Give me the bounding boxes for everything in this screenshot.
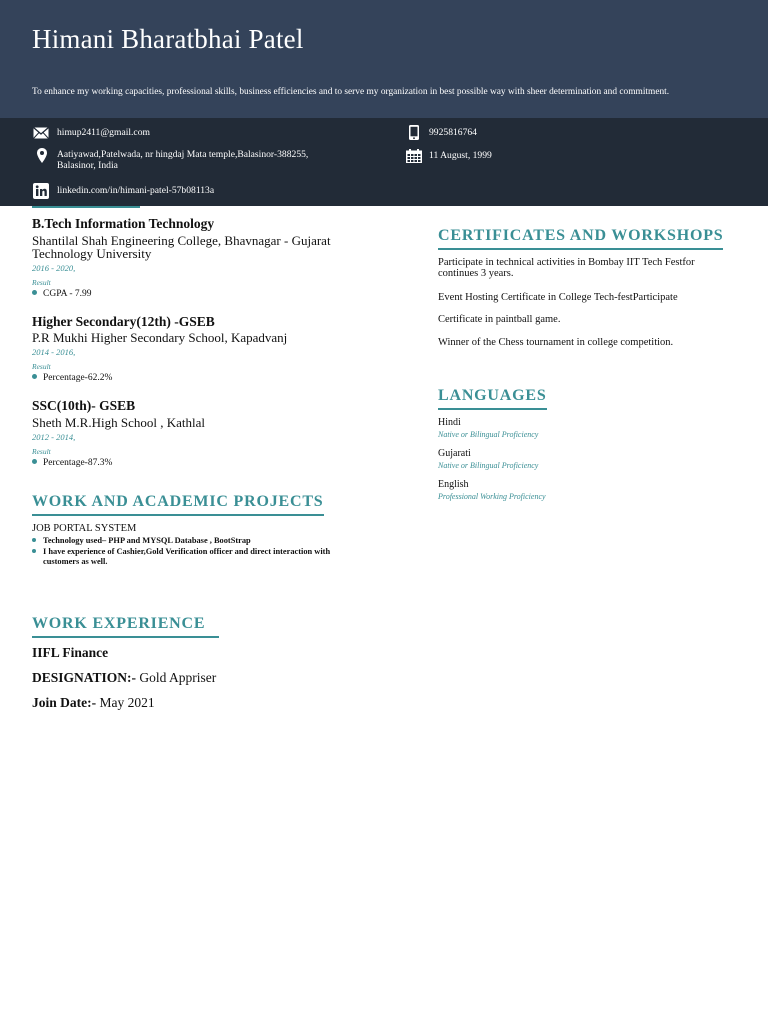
work-designation [32, 670, 216, 686]
education-result-label: Result [32, 278, 51, 287]
education-title-underline [32, 206, 140, 208]
language-level: Professional Working Proficiency [438, 492, 546, 501]
bullet-dot [32, 538, 36, 542]
education-years: 2016 - 2020, [32, 263, 76, 273]
work-section-title: WORK EXPERIENCE [32, 615, 219, 638]
education-result-text: Percentage-62.2% [43, 373, 113, 383]
language-name: Gujarati [438, 448, 471, 459]
education-institute: Technology University [32, 246, 152, 261]
education-result [32, 458, 112, 468]
education-result [32, 373, 112, 383]
bullet-dot [32, 374, 37, 379]
education-years: 2012 - 2014, [32, 432, 76, 442]
education-result-text: CGPA - 7.99 [43, 289, 92, 299]
project-bullet [32, 536, 251, 546]
calendar-icon [406, 149, 422, 163]
education-result-text: Percentage-87.3% [43, 458, 113, 468]
mobile-phone-icon [409, 125, 419, 140]
project-bullet-text: I have experience of Cashier,Gold Verification officer and direct interaction with [43, 547, 331, 556]
location-pin-icon [37, 148, 47, 163]
contact-bar [0, 118, 768, 206]
education-result-label: Result [32, 447, 51, 456]
company-name: IIFL Finance [32, 645, 109, 660]
certificate-item: Winner of the Chess tournament in college competition. [438, 337, 674, 348]
education-years: 2014 - 2016, [32, 347, 76, 357]
designation-label: DESIGNATION:- [32, 670, 137, 685]
projects-section-title: WORK AND ACADEMIC PROJECTS [32, 493, 324, 516]
designation-value: Gold Appriser [139, 670, 217, 685]
certificate-item: continues 3 years. [438, 268, 514, 279]
address-line-1: Aatiyawad,Patelwada, nr hingdaj Mata temple,Balasinor-388255, [57, 149, 309, 160]
phone-number[interactable]: 9925816764 [429, 127, 477, 138]
work-company [32, 645, 108, 661]
certificate-item: Certificate in paintball game. [438, 314, 561, 325]
language-level: Native or Bilingual Proficiency [438, 461, 539, 470]
project-bullet-text: Technology used– PHP and MYSQL Database , BootStrap [43, 536, 251, 545]
objective-statement: To enhance my working capacities, professional skills, business efficiencies and to serve my organization in best possible way with sheer determination and commitment. [32, 87, 670, 97]
address-line-2: Balasinor, India [57, 160, 118, 171]
education-degree: Higher Secondary(12th) -GSEB [32, 314, 215, 329]
education-degree: B.Tech Information Technology [32, 216, 215, 231]
join-date-label: Join Date:- [32, 695, 97, 710]
bullet-dot [32, 290, 37, 295]
language-name: Hindi [438, 417, 461, 428]
email-link[interactable]: himup2411@gmail.com [57, 127, 150, 138]
header-banner [0, 0, 768, 118]
bullet-dot [32, 459, 37, 464]
languages-section-title: LANGUAGES [438, 387, 547, 410]
date-of-birth: 11 August, 1999 [429, 150, 492, 161]
join-date-value: May 2021 [99, 695, 155, 710]
language-level: Native or Bilingual Proficiency [438, 430, 539, 439]
education-degree: SSC(10th)- GSEB [32, 398, 136, 413]
certificate-item: Event Hosting Certificate in College Tech-festParticipate [438, 292, 678, 303]
linkedin-link[interactable]: linkedin.com/in/himani-patel-57b08113a [57, 185, 215, 196]
education-result-label: Result [32, 362, 51, 371]
project-bullet [32, 547, 330, 557]
envelope-icon [33, 127, 49, 139]
language-name: English [438, 479, 469, 490]
linkedin-icon [33, 183, 49, 199]
certificate-item: Participate in technical activities in Bombay IIT Tech Festfor [438, 257, 695, 268]
project-bullet-continuation: customers as well. [43, 557, 108, 566]
bullet-dot [32, 549, 36, 553]
education-result [32, 289, 91, 299]
project-name: JOB PORTAL SYSTEM [32, 523, 137, 534]
certificates-section-title: CERTIFICATES AND WORKSHOPS [438, 227, 723, 250]
education-institute: P.R Mukhi Higher Secondary School, Kapadvanj [32, 330, 288, 345]
work-join-date [32, 695, 155, 711]
education-institute: Shantilal Shah Engineering College, Bhavnagar - Gujarat [32, 233, 331, 248]
education-institute: Sheth M.R.High School , Kathlal [32, 415, 205, 430]
candidate-name: Himani Bharatbhai Patel [32, 24, 304, 54]
